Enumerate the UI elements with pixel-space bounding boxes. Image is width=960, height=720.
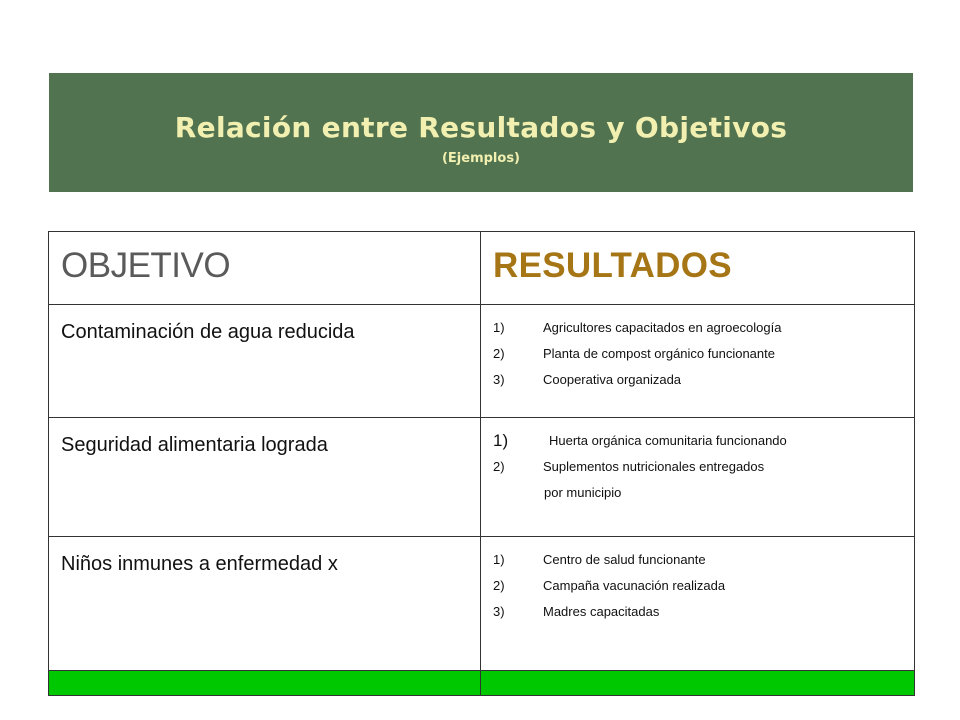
slide-subtitle: (Ejemplos) <box>441 151 520 166</box>
table-row <box>49 418 915 537</box>
result-item <box>493 599 914 625</box>
header-resultados: RESULTADOS <box>481 232 915 305</box>
result-number: 1) <box>493 431 509 450</box>
result-text: Madres capacitadas <box>543 604 660 619</box>
result-text: por municipio <box>544 485 622 500</box>
result-item <box>493 428 914 454</box>
result-number: 3) <box>493 604 505 619</box>
result-item-continuation <box>493 480 914 506</box>
result-item <box>493 573 914 599</box>
result-text: Agricultores capacitados en agroecología <box>543 320 782 335</box>
green-footer-row <box>49 671 915 696</box>
result-text: Suplementos nutricionales entregados <box>543 459 765 474</box>
table-row <box>49 305 915 418</box>
objective-cell: Contaminación de agua reducida <box>49 305 481 418</box>
result-number: 2) <box>493 578 505 593</box>
result-number: 1) <box>493 552 505 567</box>
results-cell <box>481 305 915 418</box>
result-number: 2) <box>493 459 505 474</box>
results-cell <box>481 418 915 537</box>
result-item <box>493 367 914 393</box>
objective-cell: Seguridad alimentaria lograda <box>49 418 481 537</box>
result-item <box>493 454 914 480</box>
results-cell <box>481 537 915 671</box>
result-text: Campaña vacunación realizada <box>543 578 726 593</box>
table-row <box>49 537 915 671</box>
result-text: Cooperativa organizada <box>543 372 682 387</box>
result-text: Planta de compost orgánico funcionante <box>543 346 775 361</box>
title-banner <box>49 73 913 192</box>
header-objetivo: OBJETIVO <box>49 232 481 305</box>
objectives-results-table <box>48 231 915 696</box>
footer-cell-left <box>49 671 481 696</box>
result-item <box>493 315 914 341</box>
result-text: Huerta orgánica comunitaria funcionando <box>549 433 787 448</box>
objective-cell: Niños inmunes a enfermedad x <box>49 537 481 671</box>
result-number: 2) <box>493 346 505 361</box>
result-number: 1) <box>493 320 505 335</box>
table-header-row <box>49 232 915 305</box>
result-item <box>493 341 914 367</box>
footer-cell-right <box>481 671 915 696</box>
result-number: 3) <box>493 372 505 387</box>
result-text: Centro de salud funcionante <box>543 552 706 567</box>
slide-title: Relación entre Resultados y Objetivos <box>174 111 788 144</box>
result-item <box>493 547 914 573</box>
